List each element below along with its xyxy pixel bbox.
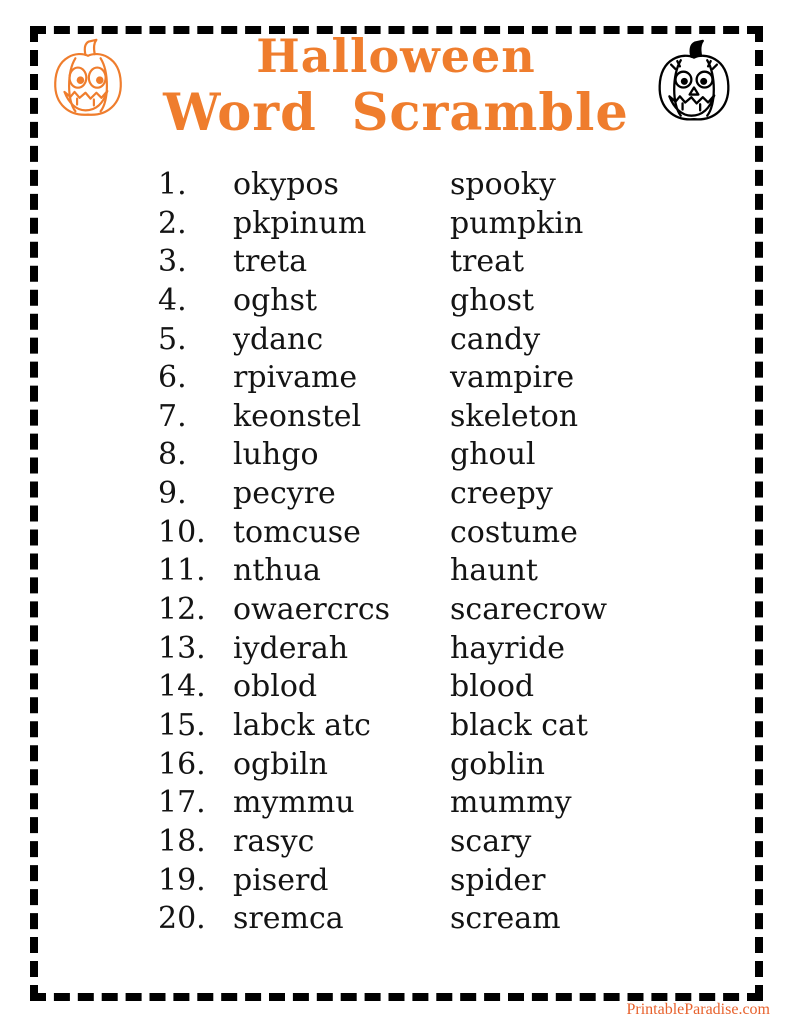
answer-word: mummy — [450, 785, 572, 821]
row-number: 2. — [158, 205, 187, 241]
title-line-2: Word Scramble — [163, 83, 629, 143]
word-list — [158, 166, 607, 939]
scrambled-word: iyderah — [233, 630, 349, 666]
scrambled-word: luhgo — [233, 437, 319, 473]
word-row — [158, 591, 607, 630]
row-number: 1. — [158, 167, 187, 202]
word-row — [158, 552, 607, 591]
scrambled-word: pecyre — [233, 476, 336, 512]
row-number: 18. — [158, 823, 206, 859]
word-row — [158, 668, 607, 707]
row-number: 20. — [158, 901, 206, 937]
scrambled-word: labck atc — [233, 707, 371, 743]
scrambled-word: rasyc — [233, 823, 315, 859]
word-row — [158, 475, 607, 514]
answer-word: scary — [450, 823, 532, 859]
answer-word: spider — [450, 862, 546, 898]
title-line-1: Halloween — [256, 29, 536, 83]
answer-word: hayride — [450, 630, 566, 666]
scrambled-word: ogbiln — [233, 746, 328, 782]
word-row — [158, 398, 607, 437]
answer-word: goblin — [450, 746, 545, 782]
row-number: 6. — [158, 360, 187, 396]
row-number: 15. — [158, 707, 206, 743]
row-number: 8. — [158, 437, 187, 473]
scrambled-word: tomcuse — [233, 514, 361, 550]
scrambled-word: owaercrcs — [233, 592, 391, 628]
word-row — [158, 359, 607, 398]
word-row — [158, 282, 607, 321]
row-number: 14. — [158, 669, 206, 705]
scrambled-word: mymmu — [233, 785, 355, 821]
word-row — [158, 784, 607, 823]
word-row — [158, 823, 607, 862]
row-number: 13. — [158, 630, 206, 666]
word-row — [158, 862, 607, 901]
row-number: 17. — [158, 785, 206, 821]
answer-word: scarecrow — [450, 592, 608, 628]
row-number: 5. — [158, 321, 187, 357]
word-row — [158, 630, 607, 669]
answer-word: spooky — [450, 167, 556, 202]
row-number: 19. — [158, 862, 206, 898]
answer-word: ghoul — [450, 437, 536, 473]
word-row — [158, 707, 607, 746]
scrambled-word: treta — [233, 244, 308, 280]
row-number: 10. — [158, 514, 206, 550]
scrambled-word: piserd — [233, 862, 329, 898]
scrambled-word: oghst — [233, 282, 318, 318]
row-number: 11. — [158, 553, 206, 589]
answer-word: ghost — [450, 282, 535, 318]
row-number: 4. — [158, 282, 187, 318]
answer-word: creepy — [450, 476, 553, 512]
row-number: 16. — [158, 746, 206, 782]
answer-word: vampire — [450, 360, 575, 396]
scrambled-word: nthua — [233, 553, 321, 589]
scrambled-word: sremca — [233, 901, 344, 937]
word-row — [158, 436, 607, 475]
word-row — [158, 166, 607, 205]
word-row — [158, 243, 607, 282]
answer-word: haunt — [450, 553, 538, 589]
scrambled-word: oblod — [233, 669, 318, 705]
scrambled-word: keonstel — [233, 398, 362, 434]
answer-word: pumpkin — [450, 205, 584, 241]
answer-word: costume — [450, 514, 578, 550]
row-number: 3. — [158, 244, 187, 280]
row-number: 12. — [158, 592, 206, 628]
answer-word: scream — [450, 901, 561, 937]
scrambled-word: okypos — [233, 167, 339, 202]
answer-word: skeleton — [450, 398, 579, 434]
scrambled-word: ydanc — [233, 321, 324, 357]
word-row — [158, 514, 607, 553]
word-row — [158, 321, 607, 360]
answer-word: blood — [450, 669, 535, 705]
footer-credit: PrintableParadise.com — [626, 1001, 770, 1018]
word-row — [158, 205, 607, 244]
scrambled-word: pkpinum — [233, 205, 367, 241]
word-row — [158, 746, 607, 785]
answer-word: black cat — [450, 707, 588, 743]
pumpkin-right-icon — [650, 36, 738, 132]
answer-word: candy — [450, 321, 541, 357]
word-row — [158, 900, 607, 939]
row-number: 7. — [158, 398, 187, 434]
answer-word: treat — [450, 244, 525, 280]
row-number: 9. — [158, 476, 187, 512]
scrambled-word: rpivame — [233, 360, 358, 396]
